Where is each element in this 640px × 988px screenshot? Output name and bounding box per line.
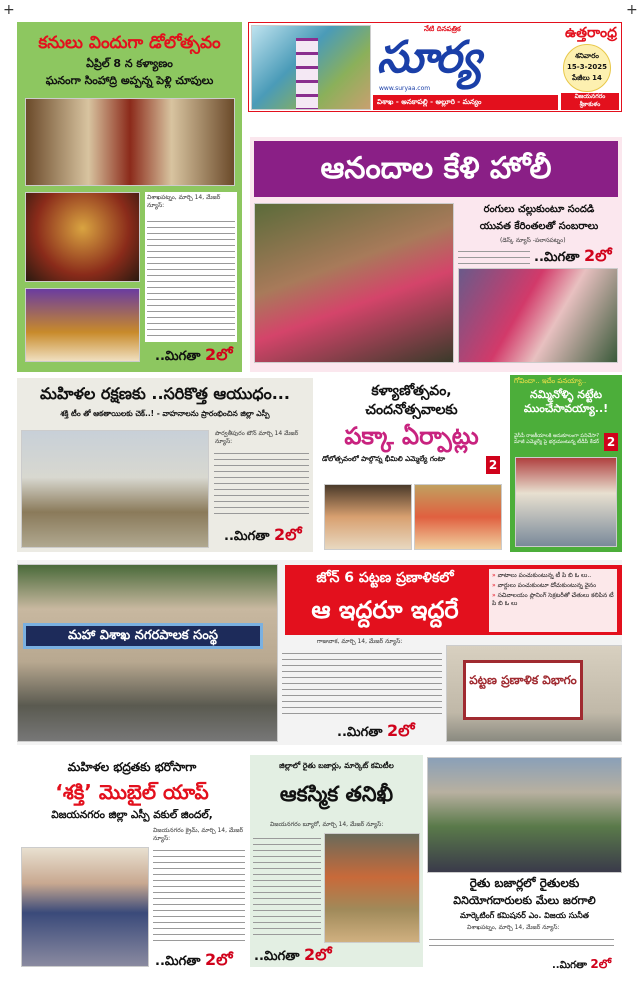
- district: శ్రీకాకుళం: [579, 101, 601, 108]
- headline: కనులు విందుగా డోలోత్సవం: [38, 33, 221, 53]
- headline: ఆనందాల కేళి హోలీ: [254, 141, 618, 197]
- day: శనివారం: [575, 52, 599, 60]
- story-shakti-team: [17, 378, 313, 552]
- dateline: విజయనగరం క్రైమ్, మార్చి 14, మేజర్ న్యూస్:: [153, 827, 244, 842]
- town-planning-board-photo: [446, 645, 622, 742]
- story-shakti-app: [17, 755, 247, 975]
- story-rythu-bazar: [427, 755, 622, 980]
- edition: ఉత్తరాంధ్ర: [564, 25, 617, 41]
- body-text: [214, 450, 309, 518]
- headline: పక్కా ఏర్పాట్లు: [344, 422, 479, 450]
- temple-photo: [25, 288, 140, 362]
- headline-line: కళ్యాణోత్సవం,: [371, 383, 452, 399]
- districts-bar: విశాఖ - అనకాపల్లి - అల్లూరి - మన్యం: [373, 95, 558, 110]
- headline: ‘శక్తి’ మొబైల్ యాప్: [55, 780, 209, 804]
- headline-line: చందనోత్సవాలకు: [365, 402, 458, 418]
- date-badge: [563, 44, 611, 92]
- story-inspection: [250, 755, 423, 967]
- story-zone6: [17, 560, 622, 745]
- body-text: [153, 847, 245, 941]
- continued-link[interactable]: ..మిగతా 2లో: [155, 950, 233, 969]
- page-badge[interactable]: 2: [486, 456, 500, 474]
- subheadline: రంగులు చల్లుకుంటూ సందడి: [483, 204, 595, 215]
- subheadline: వైసీపీ రాజకీయాలకి అనుకూలంగా పనిచేసా? మాజీ ఎమ్మెల్యే పై భగ్గుమంటున్న టీడీపీ కేడర్: [514, 433, 600, 445]
- crop-mark-icon: +: [626, 2, 638, 18]
- page-count: పేజీలు 14: [572, 74, 602, 82]
- commissioner-visit-photo: [427, 757, 622, 873]
- story-govinda: [510, 375, 622, 552]
- subheadline: మార్కెటింగ్ కమిషనర్ ఎం. విజయ సునీత: [459, 911, 590, 920]
- continued-link[interactable]: ..మిగతా 2లో: [337, 721, 415, 740]
- subheadline: శక్తి టీం తో ఆకతాయిలకు చెక్..! - వాహనాలను ప్రారంభించిన జిల్లా ఎస్పీ: [60, 409, 270, 418]
- deity-closeup-photo: [25, 192, 140, 282]
- logo-title: సూర్య: [377, 32, 480, 83]
- body-text: [282, 650, 442, 716]
- story-kalyanotsavam: [318, 378, 505, 552]
- subheadline: విజయనగరం జిల్లా ఎస్పీ వకుల్ జిందల్,: [51, 809, 213, 821]
- headline-line: రైతు బజార్లలో రైతులకు: [469, 876, 580, 890]
- date: 15-3-2025: [567, 63, 607, 71]
- continued-link[interactable]: ..మిగతా 2లో: [155, 345, 233, 364]
- headline: ఆకస్మిక తనిఖీ: [279, 782, 394, 806]
- office-sign: మహా విశాఖ నగరపాలక సంస్థ: [23, 623, 263, 649]
- bullet-list: [489, 569, 617, 632]
- kicker: గోవిందా.. ఇదేం పనయ్యా..: [514, 377, 587, 385]
- headline-line: జిల్లాలో రైతు బజార్లు, మార్కెట్ కమిటీల: [279, 761, 394, 770]
- headline: నమ్మినోళ్ళి నట్టేట ముంచేసావయ్యా..!: [523, 388, 609, 415]
- bullet-item: » వాటాలు పంచుకుంటున్న టీ పి బి ఓ లు..: [492, 572, 592, 579]
- holi-photo: [254, 203, 454, 363]
- continued-link[interactable]: ..మిగతా 2లో: [254, 945, 332, 964]
- body-text: [147, 218, 235, 340]
- body-text: [253, 835, 321, 935]
- dateline: విశాఖపట్నం, మార్చి 14, మేజర్ న్యూస్:: [147, 194, 221, 209]
- page-badge[interactable]: 2: [604, 433, 618, 451]
- municipal-office-photo: [17, 564, 278, 742]
- market-inspection-photo: [324, 833, 420, 943]
- continued-link[interactable]: ..మిగతా 2లో: [552, 957, 612, 971]
- rally-photo: [515, 457, 617, 547]
- continued-link[interactable]: ..మిగతా 2లో: [534, 246, 612, 265]
- body-text: [429, 936, 614, 948]
- subheadline: యువత కేరింతలతో సంబరాలు: [479, 221, 599, 232]
- deity-photo: [25, 98, 235, 186]
- continued-link[interactable]: ..మిగతా 2లో: [224, 525, 302, 544]
- website: www.suryaa.com: [379, 85, 431, 92]
- dateline: గాజువాక, మార్చి 14, మేజర్ న్యూస్:: [317, 638, 403, 645]
- story-holi: [250, 137, 622, 372]
- subheadline: ఏప్రిల్ 8 న కళ్యాణం: [86, 57, 173, 71]
- holi-group-photo: [458, 268, 618, 363]
- district: విజయనగరం: [574, 93, 606, 100]
- crop-mark-icon: +: [3, 2, 15, 18]
- headline: ఆ ఇద్దరూ ఇద్దరే: [311, 596, 459, 624]
- headline-line: వినియోగదారులకు మేలు జరగాలి: [453, 894, 596, 907]
- headline: మహిళల రక్షణకు ..సరికొత్త ఆయుధం...: [40, 384, 290, 403]
- headline-line: జోన్ 6 పట్టణ ప్రణాళికలో: [316, 570, 454, 586]
- police-vehicles-photo: [21, 430, 209, 548]
- lighthouse-photo: [251, 25, 371, 110]
- bullet-item: » వార్డులు పంచుకుంటూ దోచుకుంటున్న వైనం: [492, 582, 597, 589]
- mla-photo: [324, 484, 412, 550]
- dateline: (డెస్క్ న్యూస్ -పలాసపట్నం): [500, 237, 566, 244]
- story-doloutsavam: [17, 22, 242, 372]
- board-sign: పట్టణ ప్రణాళిక విభాగం: [463, 660, 583, 720]
- dateline: పార్వతీపురం టౌన్ మార్చి 14 మేజర్ న్యూస్:: [215, 430, 299, 445]
- headline-line: మహిళల భద్రతకు భరోసాగా: [67, 760, 197, 774]
- dateline: విశాఖపట్నం, మార్చి 14, మేజర్ న్యూస్:: [467, 924, 560, 931]
- subheadline: డోలోత్సవంలో పాల్గొన్న భీమిలి ఎమ్మెల్యే గంటా: [322, 455, 446, 463]
- subheadline: ఘనంగా సింహాద్రి అప్పన్న పెళ్లి చూపులు: [45, 74, 214, 88]
- bullet-item: » సచివాలయం ప్లానింగ్ సెక్రటరీతో చేతులు కలిపిన టీ పి బి ఓ లు: [492, 592, 614, 607]
- dateline: విజయనగరం బ్యూరో, మార్చి 14, మేజర్ న్యూస్:: [270, 821, 384, 828]
- body-text: [458, 248, 530, 264]
- masthead: [248, 22, 622, 112]
- festival-photo: [414, 484, 502, 550]
- police-officers-photo: [21, 847, 149, 967]
- tagline: నేటి దినపత్రిక: [424, 25, 461, 33]
